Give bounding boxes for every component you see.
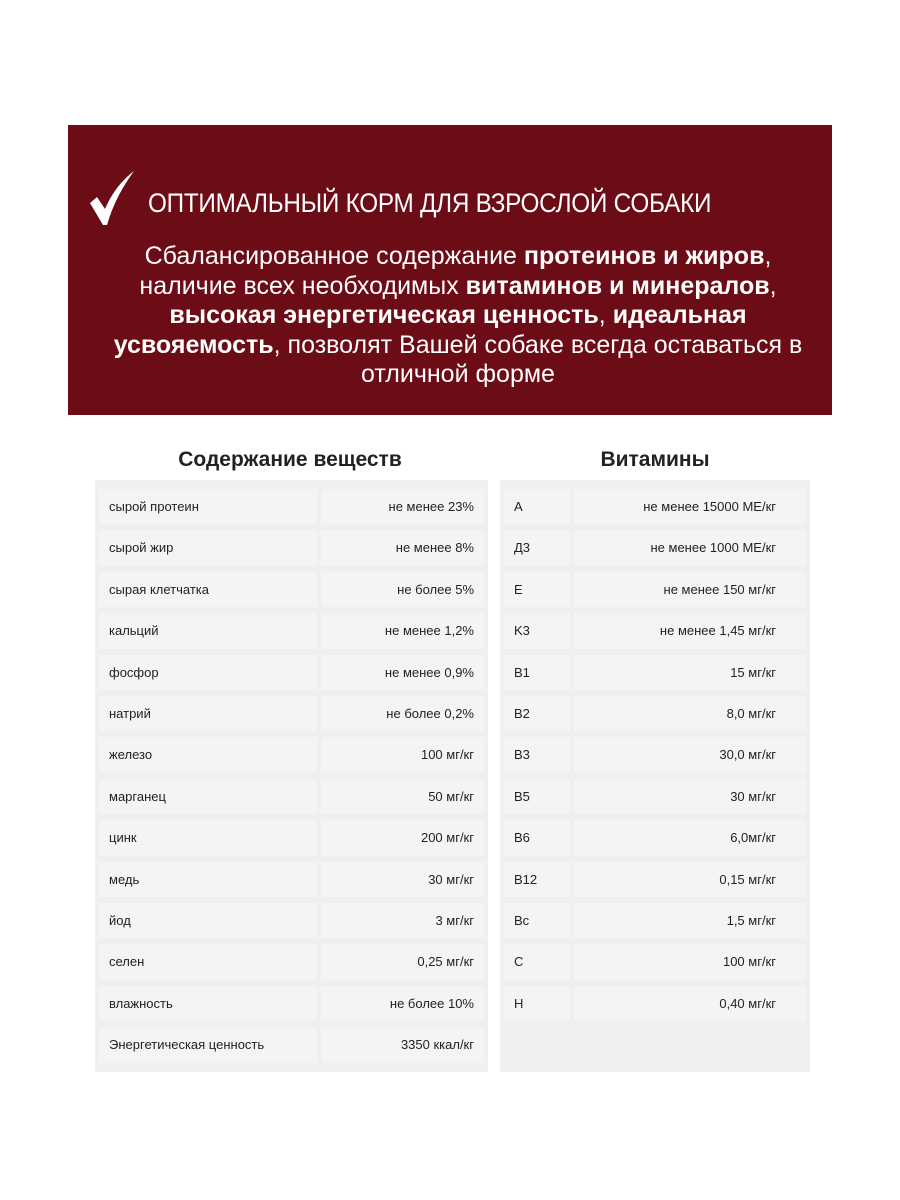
table-row	[95, 1024, 488, 1065]
row-value: 0,25 мг/кг	[417, 954, 474, 970]
row-name: натрий	[109, 706, 151, 721]
row-value: 100 мг/кг	[420, 747, 474, 763]
row-value: не менее 0,9%	[384, 664, 474, 680]
row-name: B12	[514, 871, 538, 887]
banner-highlight: протеинов и жиров	[523, 242, 765, 270]
row-name: C	[514, 954, 524, 970]
checkmark-icon	[88, 169, 136, 227]
vitamins-table	[500, 480, 810, 1072]
table-row	[500, 776, 810, 817]
row-value: 3 мг/кг	[435, 913, 474, 928]
row-name: сырой протеин	[109, 499, 199, 514]
banner-highlight: идеальная усвояемость	[113, 301, 747, 359]
table-row	[500, 527, 810, 568]
row-value: 200 мг/кг	[420, 830, 474, 846]
row-name: сырая клетчатка	[109, 581, 210, 597]
row-name: B5	[514, 788, 530, 804]
row-value: не более 5%	[397, 581, 474, 597]
row-value: 50 мг/кг	[428, 788, 474, 804]
table-row	[95, 693, 488, 734]
row-name: B1	[514, 664, 530, 680]
table-row	[95, 859, 488, 900]
table-row	[95, 983, 488, 1024]
banner-text-segment: ,	[598, 301, 613, 329]
row-name: железо	[109, 747, 153, 763]
row-name: влажность	[109, 995, 173, 1011]
table-row	[95, 941, 488, 982]
row-value: 15 мг/кг	[730, 664, 776, 680]
row-name: E	[514, 581, 523, 597]
row-value: 100 мг/кг	[722, 954, 776, 970]
banner-description	[108, 242, 808, 390]
row-name: B3	[514, 747, 530, 763]
table-row	[95, 652, 488, 693]
row-value: не менее 23%	[388, 499, 474, 514]
row-name: H	[514, 995, 524, 1011]
row-name: B6	[514, 830, 530, 846]
table-row	[500, 941, 810, 982]
cell-background	[99, 903, 317, 938]
banner-title: ОПТИМАЛЬНЫЙ КОРМ ДЛЯ ВЗРОСЛОЙ СОБАКИ	[148, 188, 712, 218]
row-value: не более 0,2%	[386, 706, 474, 721]
table-row	[500, 610, 810, 651]
row-name: Д3	[514, 540, 531, 556]
row-name: цинк	[109, 830, 137, 846]
row-value: 8,0 мг/кг	[726, 706, 776, 721]
table-row	[500, 652, 810, 693]
table-row	[500, 983, 810, 1024]
row-name: кальций	[109, 623, 159, 639]
table-row	[500, 900, 810, 941]
banner-text-segment: , наличие всех необходимых	[139, 242, 772, 300]
row-value: не более 10%	[389, 995, 474, 1011]
table-row	[500, 486, 810, 527]
table-row	[95, 734, 488, 775]
row-value: 30,0 мг/кг	[719, 747, 776, 763]
row-name: йод	[109, 913, 131, 928]
table-row	[95, 527, 488, 568]
row-name: селен	[109, 954, 145, 970]
row-name: медь	[109, 871, 140, 887]
banner-text-segment: Сбалансированное содержание	[144, 242, 524, 270]
row-value: не менее 15000 МЕ/кг	[643, 499, 776, 514]
table-row	[95, 569, 488, 610]
row-value: не менее 1,2%	[384, 623, 474, 639]
table-row	[500, 693, 810, 734]
row-value: 1,5 мг/кг	[726, 913, 776, 928]
row-name: K3	[514, 623, 530, 639]
row-name: B2	[514, 706, 530, 721]
row-value: 6,0мг/кг	[730, 830, 776, 846]
row-name: фосфор	[109, 664, 159, 680]
banner-text-segment: ,	[769, 271, 777, 300]
table-row	[500, 859, 810, 900]
substances-title: Содержание веществ	[178, 448, 402, 471]
row-value: 0,15 мг/кг	[719, 871, 776, 887]
row-value: не менее 1,45 мг/кг	[659, 623, 776, 639]
table-row	[95, 817, 488, 858]
row-value: не менее 150 мг/кг	[663, 581, 776, 597]
row-name: сырой жир	[109, 540, 174, 556]
table-row	[95, 900, 488, 941]
banner-highlight: высокая энергетическая ценность	[169, 301, 599, 329]
row-name: Bc	[514, 913, 530, 928]
row-value: 30 мг/кг	[730, 788, 776, 804]
banner	[68, 125, 832, 415]
row-value: не менее 1000 МЕ/кг	[650, 540, 776, 556]
table-row	[95, 610, 488, 651]
table-row	[500, 817, 810, 858]
banner-highlight: витаминов и минералов	[465, 271, 770, 300]
table-row	[95, 486, 488, 527]
row-name: A	[514, 499, 523, 514]
row-value: 3350 ккал/кг	[400, 1037, 474, 1053]
table-row	[500, 569, 810, 610]
row-name: Энергетическая ценность	[109, 1037, 265, 1053]
vitamins-title: Витамины	[600, 448, 710, 471]
row-value: 30 мг/кг	[428, 871, 474, 887]
substances-table	[95, 480, 488, 1072]
row-name: марганец	[109, 788, 166, 804]
row-value: не менее 8%	[395, 540, 474, 556]
table-row	[95, 776, 488, 817]
banner-text-segment: , позволят Вашей собаке всегда оставаться в отличной форме	[273, 330, 803, 388]
table-row	[500, 734, 810, 775]
row-value: 0,40 мг/кг	[719, 995, 776, 1011]
